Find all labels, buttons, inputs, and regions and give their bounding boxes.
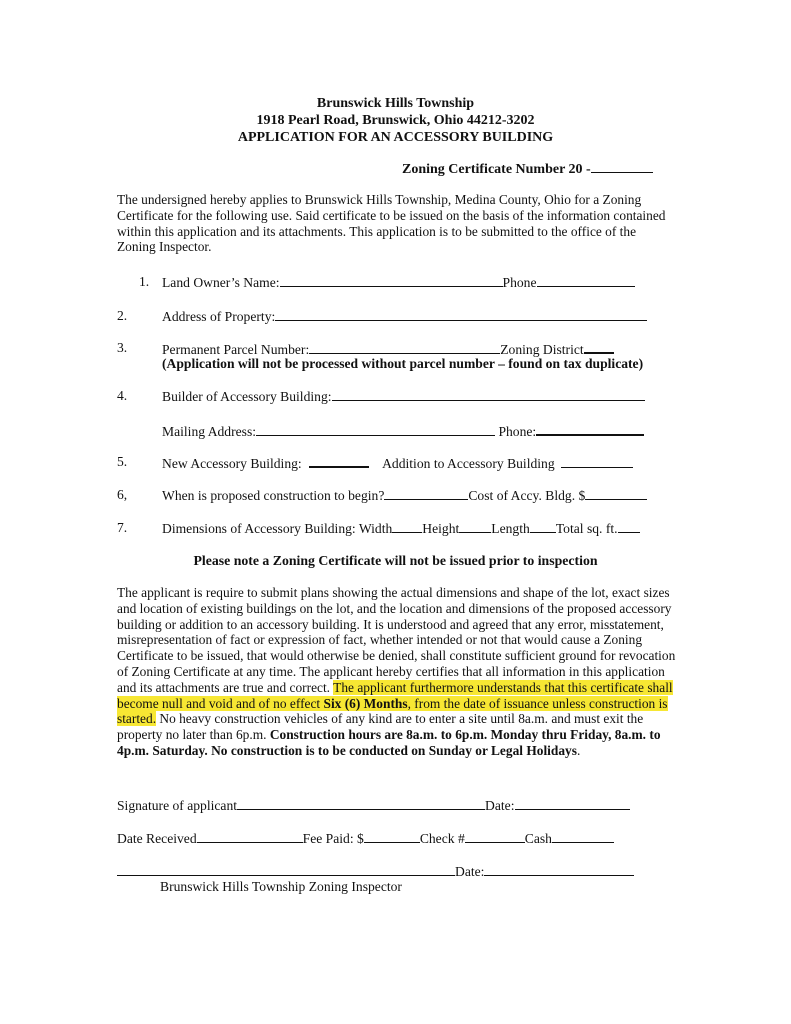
cash-blank[interactable] — [552, 830, 614, 843]
vehicles-text: No heavy construction vehicles of any kind are to enter a site until 8a.m. and must exit the property no later than 6p.m. — [117, 711, 644, 743]
construction-start-blank[interactable] — [384, 487, 468, 500]
date-received-label: Date Received — [117, 831, 197, 846]
date-received-blank[interactable] — [197, 830, 303, 843]
inspector-signature-blank[interactable] — [117, 863, 455, 876]
certificate-label: Zoning Certificate Number 20 - — [402, 162, 591, 177]
item-6-row — [117, 487, 697, 505]
void-clause-text: The applicant furthermore understands that this certificate shall become null and void and of no effect — [117, 679, 673, 711]
phone-label-2: Phone: — [498, 424, 537, 439]
item-7-row — [117, 520, 697, 538]
parcel-note: (Application will not be processed without parcel number – found on tax duplicate) — [162, 356, 644, 371]
height-blank[interactable] — [459, 520, 491, 533]
date-label: Date: — [485, 798, 515, 813]
application-title: APPLICATION FOR AN ACCESSORY BUILDING — [237, 130, 554, 145]
total-label: Total sq. ft. — [555, 521, 618, 536]
inspector-date-blank[interactable] — [484, 863, 634, 876]
cash-label: Cash — [524, 831, 552, 846]
land-owner-field — [162, 274, 635, 291]
fee-paid-label: Fee Paid: $ — [302, 831, 364, 846]
mailing-row — [117, 422, 697, 440]
check-label: Check # — [419, 831, 465, 846]
terms-text: The applicant is require to submit plans showing the actual dimensions and shape of the lot, exact sizes and location of existing buildings on the lot, and the location and dimensions of the proposed accessory building or addition to an accessory building. It is understood and agreed that any error, misstatement, misrepresentation of fact or expression of fact, whether intended or not that would cause a Zoning Certificate to be issued, that would otherwise be denied, shall constitute sufficient ground for revocation of Zoning Certificate at any time. The applicant hereby certifies that all information in this application and its attachments are true and correct. — [117, 585, 676, 695]
inspector-signature-row — [117, 863, 634, 880]
item-1-row — [117, 274, 697, 292]
signature-row — [117, 797, 630, 814]
item-number: 5. — [117, 454, 128, 469]
address-field — [162, 308, 647, 325]
new-building-label: New Accessory Building: — [162, 456, 302, 471]
inspection-note: Please note a Zoning Certificate will not be issued prior to inspection — [193, 553, 598, 568]
item-4-row — [117, 388, 697, 406]
phone-blank-2[interactable] — [536, 422, 644, 436]
fee-paid-blank[interactable] — [364, 830, 420, 843]
length-blank[interactable] — [530, 520, 556, 533]
item-number: 7. — [117, 520, 128, 535]
cost-blank[interactable] — [585, 487, 647, 500]
item-number: 6, — [117, 487, 128, 502]
addition-blank[interactable] — [561, 455, 633, 468]
mailing-field — [162, 422, 644, 440]
construction-hours-text: Construction hours are 8a.m. to 6p.m. Monday thru Friday, 8a.m. to 4p.m. Saturday. No construction is to be conducted on Sunday or Legal Holidays — [117, 727, 661, 758]
item-5-row — [117, 454, 697, 472]
item-number: 4. — [117, 388, 128, 403]
dimensions-field — [162, 520, 640, 537]
construction-start-field — [162, 487, 647, 504]
address-blank[interactable] — [275, 308, 647, 321]
new-building-blank[interactable] — [309, 454, 369, 468]
item-number: 3. — [117, 340, 128, 355]
certificate-number-blank[interactable] — [591, 160, 653, 173]
mailing-blank[interactable] — [256, 423, 495, 436]
item-number: 2. — [117, 308, 128, 323]
item-2-row — [117, 308, 697, 326]
office-use-row — [117, 830, 614, 847]
width-label: Dimensions of Accessory Building: Width — [162, 521, 393, 536]
cost-label: Cost of Accy. Bldg. $ — [468, 488, 586, 503]
parcel-label: Permanent Parcel Number: — [162, 342, 310, 357]
intro-paragraph: The undersigned hereby applies to Brunswick Hills Township, Medina County, Ohio for a Zoning Certificate for the following use. Said certificate to be issued on the basis of the information contained within this application and its attachments. This application is to be submitted to the office of the Zoning Inspector. — [117, 192, 666, 255]
township-address: 1918 Pearl Road, Brunswick, Ohio 44212-3202 — [256, 113, 535, 128]
address-label: Address of Property: — [162, 309, 276, 324]
phone-label: Phone — [502, 275, 537, 290]
parcel-note-row — [117, 356, 697, 374]
mailing-label: Mailing Address: — [162, 424, 257, 439]
land-owner-label: Land Owner’s Name: — [162, 275, 280, 290]
land-owner-blank[interactable] — [280, 274, 503, 287]
length-label: Length — [491, 521, 530, 536]
void-clause-end: , from the date of issuance unless construction is started. — [117, 695, 668, 727]
parcel-blank[interactable] — [309, 341, 500, 354]
terms-paragraph — [117, 585, 685, 759]
phone-blank[interactable] — [537, 274, 635, 287]
width-blank[interactable] — [392, 520, 422, 533]
height-label: Height — [422, 521, 460, 536]
terms-end: . — [576, 742, 581, 758]
builder-blank[interactable] — [332, 388, 645, 401]
new-building-field — [162, 454, 633, 472]
township-name: Brunswick Hills Township — [316, 96, 475, 111]
builder-label: Builder of Accessory Building: — [162, 389, 332, 404]
zoning-district-label: Zoning District — [500, 342, 584, 357]
builder-field — [162, 388, 645, 405]
inspector-date-label: Date: — [455, 864, 485, 879]
item-number: 1. — [139, 274, 150, 289]
check-blank[interactable] — [465, 830, 525, 843]
total-blank[interactable] — [618, 520, 640, 533]
signature-label: Signature of applicant — [117, 798, 238, 813]
inspector-title: Brunswick Hills Township Zoning Inspector — [160, 879, 402, 894]
addition-label: Addition to Accessory Building — [382, 456, 555, 471]
six-months-text: Six (6) Months — [323, 695, 408, 711]
zoning-district-blank[interactable] — [584, 340, 614, 354]
zoning-certificate-number — [402, 160, 653, 178]
date-blank[interactable] — [515, 797, 630, 810]
signature-blank[interactable] — [237, 797, 485, 810]
construction-start-label: When is proposed construction to begin? — [162, 488, 385, 503]
